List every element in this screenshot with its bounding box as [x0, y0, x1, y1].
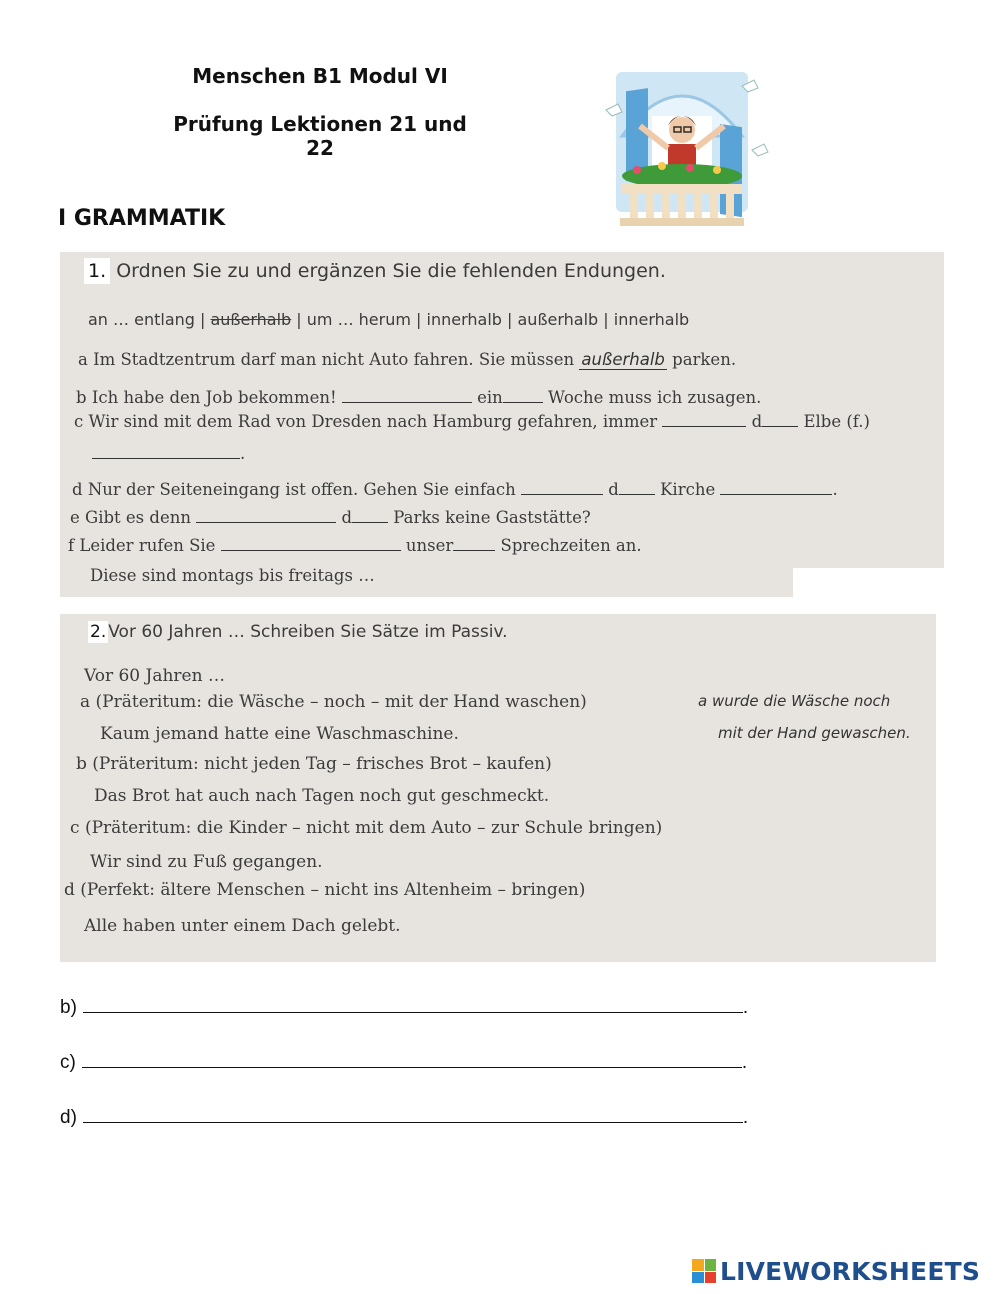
answer-input-b[interactable]	[83, 994, 743, 1013]
section-heading: I GRAMMATIK	[58, 206, 226, 231]
answer-end-d: .	[742, 1107, 749, 1128]
item-text: d	[341, 508, 353, 527]
ex1-item-a	[78, 350, 736, 369]
item-text: Nur der Seiteneingang ist offen. Gehen Sie einfach	[87, 480, 516, 499]
blank-input[interactable]	[342, 388, 472, 403]
answer-label-b: b)	[60, 997, 77, 1018]
word-bank-prefix: an … entlang |	[88, 310, 211, 329]
ex2-item-b-prompt	[76, 754, 552, 774]
ex2-item-b-context: Das Brot hat auch nach Tagen noch gut geschmeckt.	[94, 786, 550, 806]
item-text: Ich habe den Job bekommen!	[91, 388, 337, 407]
exercise-2-instruction: Vor 60 Jahren … Schreiben Sie Sätze im Passiv.	[108, 622, 508, 642]
item-letter: e	[70, 508, 80, 527]
item-text: Parks keine Gaststätte?	[393, 508, 591, 527]
ex1-item-f-cont: Diese sind montags bis freitags …	[90, 566, 375, 585]
liveworksheets-logo-icon	[692, 1259, 716, 1283]
item-text: Elbe (f.)	[803, 412, 870, 431]
item-letter: b	[76, 754, 87, 774]
answer-input-d[interactable]	[83, 1104, 743, 1123]
item-text: ein	[477, 388, 503, 407]
blank-input[interactable]	[720, 480, 832, 495]
blank-input[interactable]	[221, 536, 401, 551]
answer-end-c: .	[741, 1052, 748, 1073]
answer-input-c[interactable]	[82, 1049, 742, 1068]
item-text: Kirche	[660, 480, 716, 499]
title-line-2: Prüfung Lektionen 21 und 22	[173, 112, 467, 160]
ex2-item-a-context: Kaum jemand hatte eine Waschmaschine.	[100, 724, 459, 744]
item-text: unser	[405, 536, 454, 555]
liveworksheets-brand[interactable]	[692, 1256, 980, 1286]
blank-input[interactable]	[196, 508, 336, 523]
ex2-item-c-context: Wir sind zu Fuß gegangen.	[90, 852, 323, 872]
ex2-item-a-prompt	[80, 692, 587, 712]
blank-input[interactable]	[619, 480, 655, 495]
ex1-item-b	[76, 388, 761, 407]
item-prompt: (Präteritum: nicht jeden Tag – frisches Brot – kaufen)	[92, 754, 552, 774]
answer-row-d	[60, 1104, 748, 1129]
answer-row-c	[60, 1049, 747, 1074]
item-text: Wir sind mit dem Rad von Dresden nach Hamburg gefahren, immer	[88, 412, 658, 431]
word-bank-struck: außerhalb	[210, 310, 292, 329]
ex1-item-c-cont	[92, 444, 245, 463]
item-text: Im Stadtzentrum darf man nicht Auto fahren. Sie müssen	[93, 350, 575, 369]
item-prompt: (Präteritum: die Kinder – nicht mit dem Auto – zur Schule bringen)	[84, 818, 663, 838]
exercise-2-photo	[60, 614, 936, 962]
item-text: d	[608, 480, 619, 499]
item-letter: a	[78, 350, 88, 369]
ex1-item-d	[72, 480, 838, 499]
blank-input[interactable]	[762, 412, 798, 427]
item-text: Gibt es denn	[85, 508, 191, 527]
ex2-item-d-prompt	[64, 880, 585, 900]
item-a-filled-answer[interactable]: außerhalb	[581, 350, 665, 369]
item-text: parken.	[672, 350, 737, 369]
photo-cut-corner	[793, 568, 944, 597]
item-letter: a	[80, 692, 91, 712]
item-prompt: (Präteritum: die Wäsche – noch – mit der Hand waschen)	[95, 692, 587, 712]
ex1-item-e	[70, 508, 591, 527]
exercise-1-instruction: Ordnen Sie zu und ergänzen Sie die fehlenden Endungen.	[116, 260, 666, 282]
item-text: d	[751, 412, 763, 431]
item-letter: b	[76, 388, 87, 407]
blank-input[interactable]	[352, 508, 388, 523]
ex2-item-c-prompt	[70, 818, 662, 838]
item-text: Sprechzeiten an.	[500, 536, 642, 555]
exercise-2-intro: Vor 60 Jahren …	[84, 666, 225, 686]
item-letter: d	[72, 480, 83, 499]
item-prompt: (Perfekt: ältere Menschen – nicht ins Altenheim – bringen)	[80, 880, 586, 900]
ex2-handwritten-answer-2: mit der Hand gewaschen.	[718, 724, 911, 742]
item-letter: c	[74, 412, 84, 431]
word-bank-rest: | um … herum | innerhalb | außerhalb | innerhalb	[291, 310, 690, 329]
exercise-1-photo	[60, 252, 944, 597]
item-text: Leider rufen Sie	[79, 536, 216, 555]
ex2-item-d-context: Alle haben unter einem Dach gelebt.	[84, 916, 401, 936]
ex1-item-f	[68, 536, 642, 555]
balcony-illustration	[592, 66, 772, 231]
item-text: .	[240, 444, 246, 463]
answer-row-b	[60, 994, 748, 1019]
blank-input[interactable]	[453, 536, 495, 551]
exercise-1-number: 1.	[84, 258, 110, 284]
item-text: .	[832, 480, 838, 499]
item-letter: c	[70, 818, 80, 838]
answer-end-b: .	[742, 997, 749, 1018]
brand-text: LIVEWORKSHEETS	[720, 1256, 981, 1286]
item-letter: d	[64, 880, 75, 900]
item-text: Woche muss ich zusagen.	[548, 388, 762, 407]
blank-input[interactable]	[503, 388, 543, 403]
blank-input[interactable]	[662, 412, 746, 427]
answer-label-d: d)	[60, 1107, 77, 1128]
answer-label-c: c)	[60, 1052, 76, 1073]
title-line-1: Menschen B1 Modul VI	[192, 64, 448, 88]
ex2-handwritten-answer-1: a wurde die Wäsche noch	[698, 692, 891, 710]
blank-input[interactable]	[92, 444, 240, 459]
blank-input[interactable]	[521, 480, 603, 495]
item-letter: f	[68, 536, 75, 555]
exercise-2-number: 2.	[90, 622, 107, 642]
ex1-item-c	[74, 412, 870, 431]
word-bank	[88, 310, 689, 329]
